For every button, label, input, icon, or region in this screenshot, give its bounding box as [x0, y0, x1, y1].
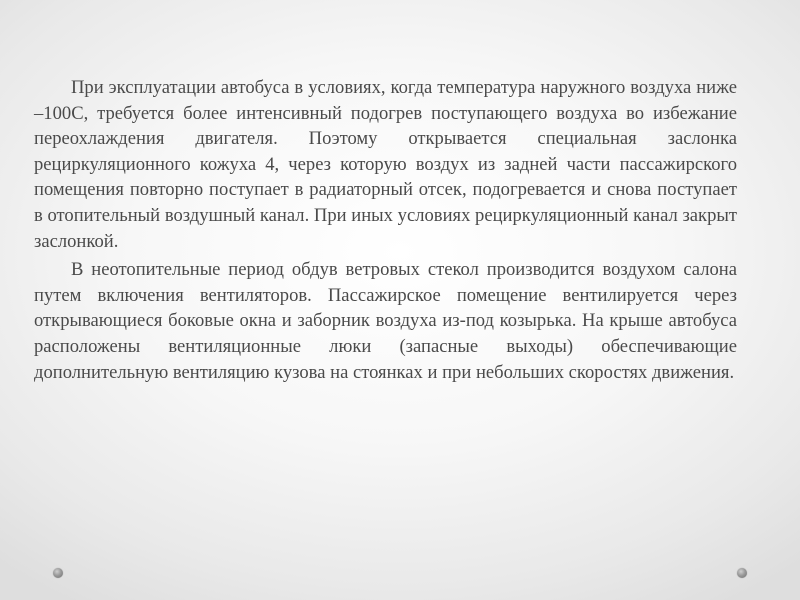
paragraph-heating: При эксплуатации автобуса в условиях, когда температура наружного воздуха ниже –100С, требуется более интенсивный подогрев поступающего воздуха во избежание переохлаждения двигателя. Поэтому открывается специальная заслонка рециркуляционного кожуха 4, через которую воздух из задней части пассажирского помещения повторно поступает в радиаторный отсек, подогревается и снова поступает в отопительный воздушный канал. При иных условиях рециркуляционный канал закрыт заслонкой. [34, 77, 737, 252]
decorative-dot-right [737, 568, 747, 578]
decorative-dot-left [53, 568, 63, 578]
slide-text-body [34, 75, 737, 385]
paragraph-ventilation: В неотопительные период обдув ветровых стекол производится воздухом салона путем включения вентиляторов. Пассажирское помещение вентилируется через открывающиеся боковые окна и заборник воздуха из-под козырька. На крыше автобуса расположены вентиляционные люки (запасные выходы) обеспечивающие дополнительную вентиляцию кузова на стоянках и при небольших скоростях движения. [34, 259, 737, 383]
